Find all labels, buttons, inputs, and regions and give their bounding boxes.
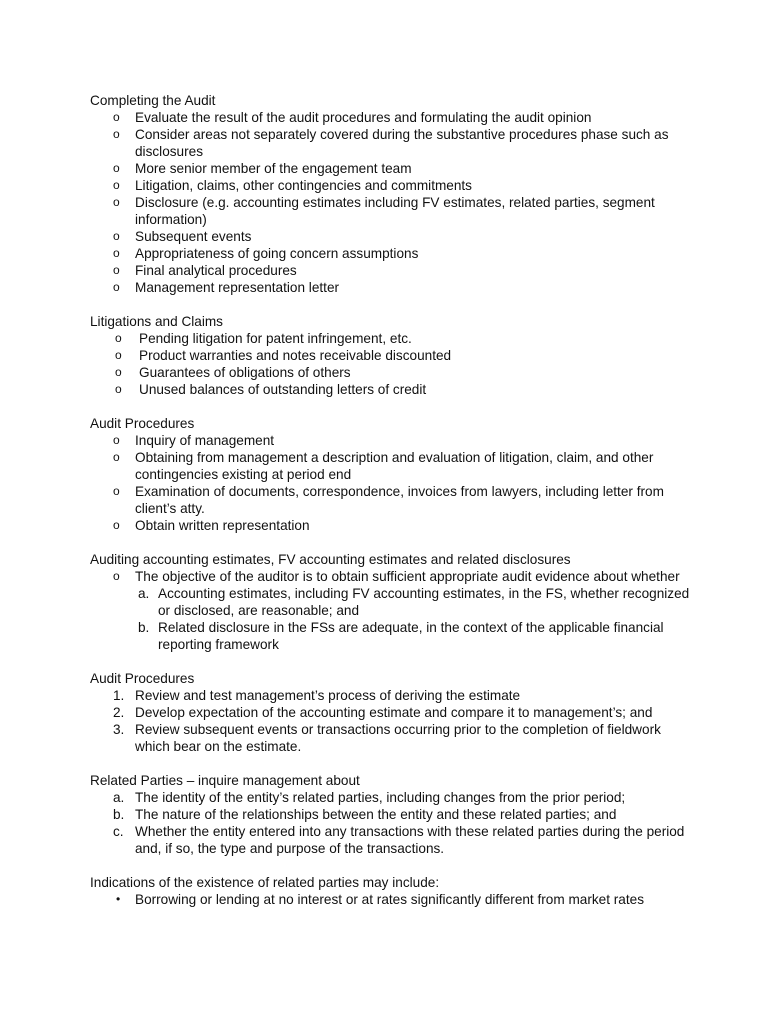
list-item: [90, 585, 690, 619]
circle-bullet-icon: o: [113, 127, 120, 141]
list-item: [90, 449, 690, 483]
list-item-text: Review and test management’s process of deriving the estimate: [135, 688, 521, 703]
section-heading: Indications of the existence of related parties may include:: [90, 875, 440, 890]
section-audit-procedures-estimates: [90, 670, 690, 755]
section-heading: Completing the Audit: [90, 93, 216, 108]
list-item-text: Product warranties and notes receivable discounted: [139, 348, 452, 363]
list-marker: a.: [113, 790, 125, 805]
circle-bullet-icon: o: [113, 484, 120, 498]
list-item: [90, 177, 690, 194]
list-item-text: Borrowing or lending at no interest or at rates significantly different from market rates: [135, 892, 644, 907]
circle-bullet-icon: o: [113, 246, 120, 260]
list-marker: a.: [138, 586, 150, 601]
list-item: [90, 160, 690, 177]
list-item-text: Disclosure (e.g. accounting estimates including FV estimates, related parties, segment information): [135, 195, 655, 227]
circle-bullet-icon: o: [113, 433, 120, 447]
list-item: [90, 568, 690, 585]
list-item: [90, 823, 690, 857]
list-item-text: Management representation letter: [135, 280, 340, 295]
list-item: [90, 245, 690, 262]
list-item: [90, 721, 690, 755]
section-auditing-estimates: [90, 551, 690, 653]
section-heading: Related Parties – inquire management about: [90, 773, 360, 788]
list-item: [90, 432, 690, 449]
list-item-text: Unused balances of outstanding letters of credit: [139, 382, 427, 397]
section-heading: Audit Procedures: [90, 671, 195, 686]
list-item-text: Litigation, claims, other contingencies and commitments: [135, 178, 472, 193]
list-item-text: Evaluate the result of the audit procedures and formulating the audit opinion: [135, 110, 592, 125]
section-litigations-and-claims: [90, 313, 690, 398]
list-marker: c.: [113, 824, 124, 839]
list-item-text: Obtain written representation: [135, 518, 310, 533]
circle-bullet-icon: o: [113, 195, 120, 209]
list-item-text: Accounting estimates, including FV accounting estimates, in the FS, whether recognized or disclosed, are reasonable; and: [158, 586, 690, 618]
list-marker: 3.: [113, 722, 125, 737]
circle-bullet-icon: o: [113, 110, 120, 124]
list-item-text: Related disclosure in the FSs are adequate, in the context of the applicable financial reporting framework: [158, 620, 664, 652]
document-page: [90, 92, 690, 925]
circle-bullet-icon: o: [115, 365, 122, 379]
list-item-text: Review subsequent events or transactions occurring prior to the completion of fieldwork which bear on the estimate.: [135, 722, 661, 754]
lettered-sublist: [90, 585, 690, 653]
circle-bullet-icon: o: [115, 331, 122, 345]
list-item: [90, 228, 690, 245]
list-item-text: The identity of the entity’s related parties, including changes from the prior period;: [135, 790, 626, 805]
section-related-parties: [90, 772, 690, 857]
list-item-text: The nature of the relationships between the entity and these related parties; and: [135, 807, 617, 822]
numbered-list: [90, 687, 690, 755]
section-completing-the-audit: [90, 92, 690, 296]
section-heading: Audit Procedures: [90, 416, 195, 431]
section-audit-procedures-litigation: [90, 415, 690, 534]
list-item: [90, 891, 690, 908]
list-item: [90, 347, 690, 364]
circle-bullet-icon: o: [113, 450, 120, 464]
list-marker: b.: [113, 807, 125, 822]
list-item: [90, 789, 690, 806]
circle-bullet-icon: o: [113, 569, 120, 583]
bullet-list: [90, 330, 690, 398]
list-item-text: Pending litigation for patent infringement, etc.: [139, 331, 412, 346]
list-item: [90, 194, 690, 228]
list-item: [90, 109, 690, 126]
bullet-list: [90, 568, 690, 585]
list-item: [90, 381, 690, 398]
list-item-text: Examination of documents, correspondence, invoices from lawyers, including letter from client’s atty.: [135, 484, 664, 516]
list-item-text: The objective of the auditor is to obtain sufficient appropriate audit evidence about whether: [135, 569, 680, 584]
circle-bullet-icon: o: [113, 161, 120, 175]
list-item: [90, 704, 690, 721]
section-heading: Litigations and Claims: [90, 314, 223, 329]
circle-bullet-icon: o: [113, 263, 120, 277]
list-item-text: More senior member of the engagement team: [135, 161, 412, 176]
list-item: [90, 483, 690, 517]
circle-bullet-icon: o: [113, 178, 120, 192]
bullet-list: [90, 432, 690, 534]
list-item-text: Consider areas not separately covered during the substantive procedures phase such as disclosures: [135, 127, 669, 159]
list-item-text: Whether the entity entered into any transactions with these related parties during the period and, if so, the type and purpose of the transactions.: [135, 824, 685, 856]
lettered-list: [90, 789, 690, 857]
section-heading: Auditing accounting estimates, FV accounting estimates and related disclosures: [90, 552, 571, 567]
circle-bullet-icon: o: [113, 280, 120, 294]
circle-bullet-icon: o: [113, 229, 120, 243]
list-item-text: Appropriateness of going concern assumptions: [135, 246, 419, 261]
list-item-text: Guarantees of obligations of others: [139, 365, 351, 380]
list-item: [90, 806, 690, 823]
list-item: [90, 279, 690, 296]
list-item: [90, 126, 690, 160]
list-item-text: Obtaining from management a description and evaluation of litigation, claim, and other contingencies existing at period end: [135, 450, 654, 482]
list-item-text: Subsequent events: [135, 229, 252, 244]
filled-bullet-icon: •: [116, 892, 121, 906]
list-item-text: Develop expectation of the accounting estimate and compare it to management’s; and: [135, 705, 653, 720]
list-marker: 2.: [113, 705, 125, 720]
list-item: [90, 517, 690, 534]
list-item: [90, 687, 690, 704]
list-marker: 1.: [113, 688, 125, 703]
list-item: [90, 262, 690, 279]
circle-bullet-icon: o: [115, 382, 122, 396]
bullet-list: [90, 109, 690, 296]
list-item: [90, 330, 690, 347]
list-item: [90, 364, 690, 381]
bullet-list: [90, 891, 690, 908]
circle-bullet-icon: o: [113, 518, 120, 532]
list-item-text: Final analytical procedures: [135, 263, 297, 278]
section-indications-related-parties: [90, 874, 690, 908]
list-item-text: Inquiry of management: [135, 433, 275, 448]
list-item: [90, 619, 690, 653]
circle-bullet-icon: o: [115, 348, 122, 362]
list-marker: b.: [138, 620, 150, 635]
